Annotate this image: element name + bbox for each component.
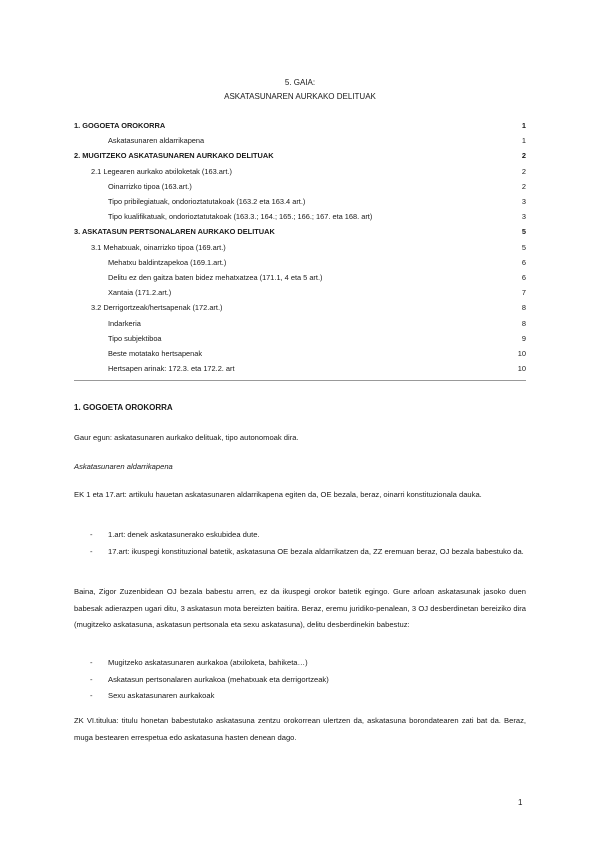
toc-entry-label: 3.1 Mehatxuak, oinarrizko tipoa (169.art.) xyxy=(91,242,226,252)
toc-entry-page: 7 xyxy=(521,288,526,298)
toc-entry-page: 9 xyxy=(521,333,526,343)
toc-entry[interactable] xyxy=(74,333,526,345)
toc-entry-label: Mehatxu baldintzapekoa (169.1.art.) xyxy=(108,257,227,267)
subheading: Askatasunaren aldarrikapena xyxy=(74,462,173,471)
chapter-title: ASKATASUNAREN AURKAKO DELITUAK xyxy=(224,92,376,101)
toc-entry-label: Tipo pribilegiatuak, ondorioztatutakoak (163.2 eta 163.4 art.) xyxy=(108,197,306,206)
list-item: - 17.art: ikuspegi konstituzional batetik, askatasuna OE bezala aldarrikatzen da, ZZ eremuan beraz, OJ bezala babestuko da. xyxy=(90,546,524,556)
paragraph-2: Baina, Zigor Zuzenbidean OJ bezala babestu arren, ez da ikuspegi orokor batetik egingo. Gure arloan askatasunak jasoko duen babesak adierazpen ugari ditu, 3 askatasun mota bereizten baitira. Beraz, eremu juridiko-penalean, 3 OJ desberdinetan bereiziko dira (mugitzeko askatasuna, askatasun pertsonala eta sexu askatasuna), delitu desberdinekin babestuz: xyxy=(74,587,526,629)
toc-entry-label: 2. MUGITZEKO ASKATASUNAREN AURKAKO DELITUAK xyxy=(74,151,274,161)
toc-entry[interactable] xyxy=(74,120,526,132)
toc-entry[interactable] xyxy=(74,348,526,360)
toc-entry-page: 10 xyxy=(517,364,526,374)
paragraph-3: ZK VI.titulua: titulu honetan babestutako askatasuna zentzu orokorrean ulertzen da, askatasuna borondatearen zati bat da. Beraz, muga bestearen errespetua edo askatasuna hasten denean dago. xyxy=(74,716,526,742)
intro-paragraph: Gaur egun: askatasunaren aurkako delituak, tipo autonomoak dira. xyxy=(74,433,299,442)
toc-entry-label: Beste motatako hertsapenak xyxy=(108,349,203,358)
list-item: - Sexu askatasunaren aurkakoak xyxy=(90,691,215,700)
toc-entry-page: 2 xyxy=(521,181,526,191)
bullet-list-1 xyxy=(90,527,526,560)
toc-entry-label: Tipo subjektiboa xyxy=(108,333,162,343)
toc-entry-page: 8 xyxy=(521,303,526,313)
toc-entry-label: 3. ASKATASUN PERTSONALAREN AURKAKO DELITUAK xyxy=(74,227,275,237)
toc-entry-page: 8 xyxy=(521,318,526,328)
toc-entry-label: 3.2 Derrigortzeak/hertsapenak (172.art.) xyxy=(91,303,223,313)
toc-entry-page: 6 xyxy=(521,257,526,267)
list-item: - 1.art: denek askatasunerako eskubidea dute. xyxy=(90,530,260,539)
page-number: 1 xyxy=(518,798,523,807)
toc-entry[interactable] xyxy=(74,287,526,299)
toc-entry[interactable] xyxy=(74,272,526,284)
toc-entry-label: Xantaia (171.2.art.) xyxy=(108,288,172,298)
toc-entry-page: 3 xyxy=(521,197,526,206)
toc-entry-label: Delitu ez den gaitza baten bidez mehatxatzea (171.1, 4 eta 5 art.) xyxy=(108,273,323,282)
toc-entry[interactable] xyxy=(74,196,526,208)
toc-entry-page: 2 xyxy=(521,151,526,161)
toc-entry[interactable] xyxy=(74,242,526,254)
toc-entry-label: 2.1 Legearen aurkako atxiloketak (163.art.) xyxy=(91,166,232,176)
chapter-number: 5. GAIA: xyxy=(284,78,316,87)
toc-entry-label: Tipo kualifikatuak, ondorioztatutakoak (163.3.; 164.; 165.; 166.; 167. eta 168. art) xyxy=(108,212,373,222)
toc-entry-page: 5 xyxy=(521,227,526,237)
toc-entry-page: 1 xyxy=(521,121,526,130)
toc-entry-label: 1. GOGOETA OROKORRA xyxy=(74,121,166,130)
toc-entry[interactable] xyxy=(74,166,526,178)
divider xyxy=(74,380,526,381)
toc-entry[interactable] xyxy=(74,226,526,238)
toc-entry-page: 6 xyxy=(521,273,526,282)
toc-entry-page: 5 xyxy=(521,242,526,252)
toc-entry-page: 3 xyxy=(521,212,526,222)
toc-entry[interactable] xyxy=(74,150,526,162)
toc-entry[interactable] xyxy=(74,135,526,147)
bullet-list-2 xyxy=(90,655,526,705)
paragraph-1: EK 1 eta 17.art: artikulu hauetan askatasunaren aldarrikapena egiten da, OE bezala, beraz, oinarri konstituzionala dauka. xyxy=(74,490,482,499)
toc-entry-label: Indarkeria xyxy=(108,318,141,328)
toc-entry-label: Askatasunaren aldarrikapena xyxy=(108,136,205,146)
toc-entry-label: Hertsapen arinak: 172.3. eta 172.2. art xyxy=(108,364,235,374)
toc-entry-page: 2 xyxy=(521,166,526,176)
section-heading: 1. GOGOETA OROKORRA xyxy=(74,403,173,412)
list-item: - Mugitzeko askatasunaren aurkakoa (atxiloketa, bahiketa…) xyxy=(90,658,308,667)
toc-entry[interactable] xyxy=(74,181,526,193)
list-item: - Askatasun pertsonalaren aurkakoa (mehatxuak eta derrigortzeak) xyxy=(90,674,329,684)
toc-entry-label: Oinarrizko tipoa (163.art.) xyxy=(108,181,192,191)
toc-entry[interactable] xyxy=(74,257,526,269)
toc-entry-page: 10 xyxy=(517,349,526,358)
toc-entry[interactable] xyxy=(74,211,526,223)
toc-entry[interactable] xyxy=(74,302,526,314)
toc-entry-page: 1 xyxy=(521,136,526,146)
toc-entry[interactable] xyxy=(74,318,526,330)
toc-entry[interactable] xyxy=(74,363,526,375)
